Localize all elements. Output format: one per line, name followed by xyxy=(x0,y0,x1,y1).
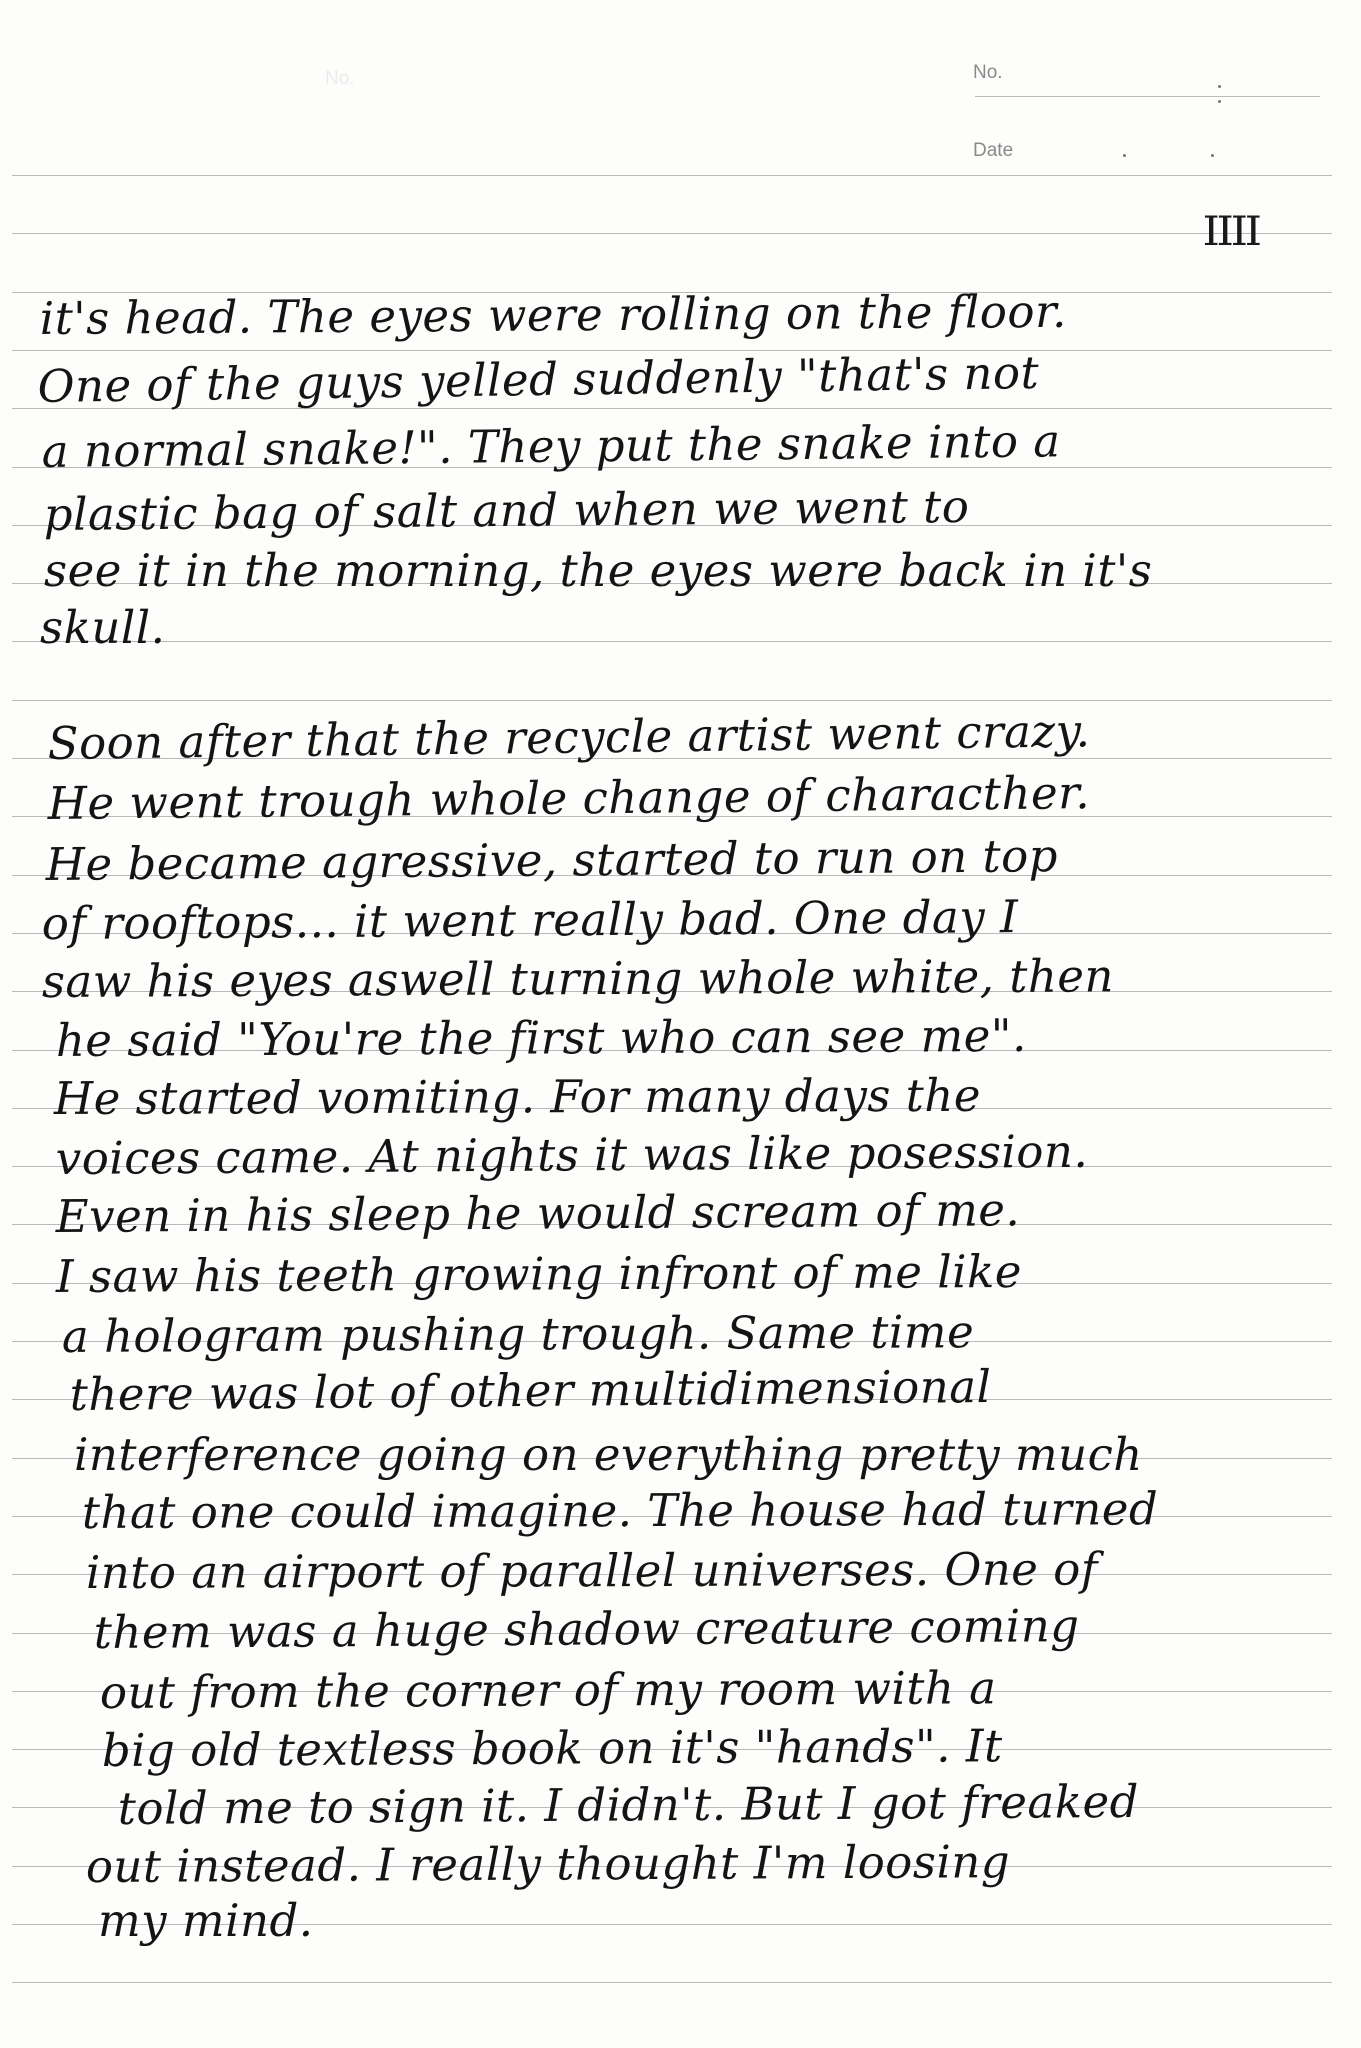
handwritten-line: Even in his sleep he would scream of me. xyxy=(55,1183,1021,1243)
no-label: No. xyxy=(973,62,1003,83)
ruled-line xyxy=(12,175,1332,176)
handwritten-line: voices came. At nights it was like posession. xyxy=(55,1124,1089,1185)
handwritten-line: he said "You're the first who can see me". xyxy=(55,1008,1027,1067)
handwritten-line: into an airport of parallel universes. One of xyxy=(85,1542,1099,1599)
no-field-dot xyxy=(1218,100,1221,103)
handwritten-line: a hologram pushing trough. Same time xyxy=(61,1305,975,1363)
handwritten-line: skull. xyxy=(40,601,166,654)
handwritten-line: He became agressive, started to run on top xyxy=(45,829,1059,891)
handwritten-line: told me to sign it. I didn't. But I got freaked xyxy=(117,1774,1140,1835)
handwritten-line: plastic bag of salt and when we went to xyxy=(43,479,970,541)
handwritten-line: them was a huge shadow creature coming xyxy=(93,1599,1080,1659)
ruled-line xyxy=(12,641,1332,642)
handwritten-line: out from the corner of my room with a xyxy=(99,1661,997,1719)
handwritten-line: there was lot of other multidimensional xyxy=(69,1359,992,1421)
handwritten-line: big old textless book on it's "hands". It xyxy=(101,1719,1003,1777)
handwritten-line: He went trough whole change of characther. xyxy=(47,766,1091,830)
handwritten-line: it's head. The eyes were rolling on the floor. xyxy=(39,284,1068,345)
handwritten-line: out instead. I really thought I'm loosing xyxy=(85,1835,1011,1893)
date-field-dot xyxy=(1211,154,1214,157)
handwritten-line: interference going on everything pretty much xyxy=(74,1428,1143,1481)
handwritten-line: see it in the morning, the eyes were back in it's xyxy=(44,544,1153,597)
page-number: IIII xyxy=(1202,209,1259,255)
handwritten-line: Soon after that the recycle artist went crazy. xyxy=(47,704,1091,770)
handwritten-line: One of the guys yelled suddenly "that's not xyxy=(37,346,1040,413)
ruled-line xyxy=(12,1982,1332,1983)
handwritten-line: He started vomiting. For many days the xyxy=(53,1068,981,1125)
handwritten-line: I saw his teeth growing infront of me like xyxy=(55,1244,1023,1303)
date-field-dot xyxy=(1123,154,1126,157)
ghost-no-label: No. xyxy=(325,68,355,89)
handwritten-line: saw his eyes aswell turning whole white, then xyxy=(41,949,1115,1008)
handwritten-line: that one could imagine. The house had turned xyxy=(81,1482,1159,1539)
ruled-line xyxy=(12,700,1332,701)
handwritten-line: a normal snake!". They put the snake into a xyxy=(41,414,1061,478)
no-field-line xyxy=(975,96,1320,97)
handwritten-line: my mind. xyxy=(98,1894,314,1947)
handwritten-line: of rooftops... it went really bad. One day I xyxy=(41,890,1019,950)
ruled-line xyxy=(12,233,1332,234)
no-field-dot xyxy=(1218,85,1221,88)
date-label: Date xyxy=(973,140,1014,161)
